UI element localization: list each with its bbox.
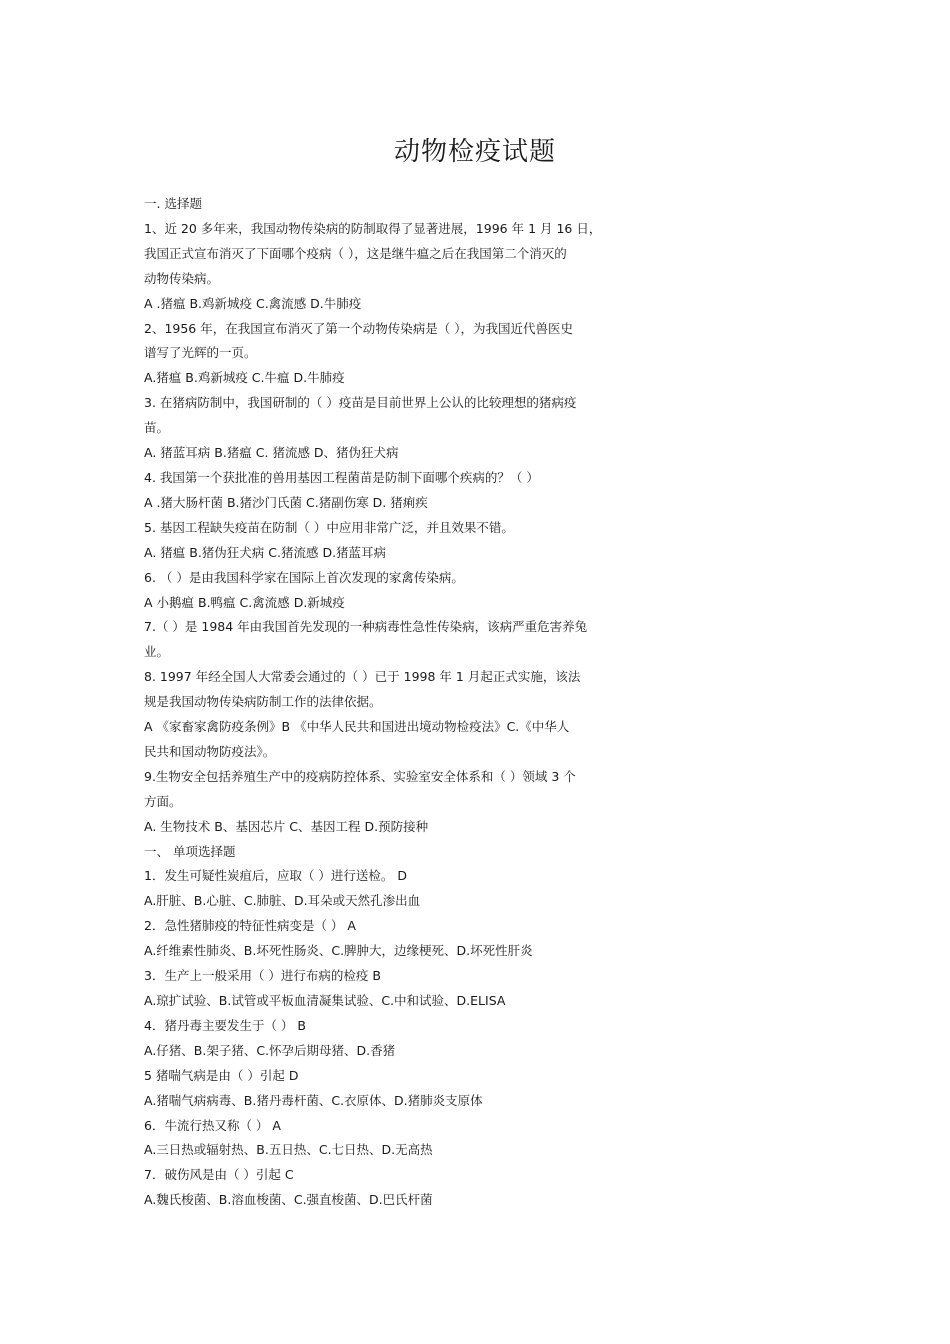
text-line: 6．牛流行热又称（ ） A bbox=[144, 1117, 281, 1133]
text-line: A.三日热或辐射热、B.五日热、C.七日热、D.无高热 bbox=[144, 1142, 433, 1158]
text-line: 2．急性猪肺疫的特征性病变是（ ） A bbox=[144, 918, 356, 934]
text-line: 2、1956 年，在我国宣布消灭了第一个动物传染病是（ ），为我国近代兽医史 bbox=[144, 320, 573, 336]
text-line: 5. 基因工程缺失疫苗在防制（ ）中应用非常广泛，并且效果不错。 bbox=[144, 519, 514, 535]
text-line: A.猪喘气病病毒、B.猪丹毒杆菌、C.衣原体、D.猪肺炎支原体 bbox=[144, 1092, 483, 1108]
text-line: A. 猪蓝耳病 B.猪瘟 C. 猪流感 D、猪伪狂犬病 bbox=[144, 445, 399, 461]
text-line: 8. 1997 年经全国人大常委会通过的（ ）已于 1998 年 1 月起正式实施，该法 bbox=[144, 669, 581, 685]
text-line: A 《家畜家禽防疫条例》B 《中华人民共和国进出境动物检疫法》C.《中华人 bbox=[144, 719, 570, 735]
text-line: 3. 在猪病防制中，我国研制的（ ）疫苗是目前世界上公认的比较理想的猪病疫 bbox=[144, 395, 577, 411]
text-line: 7.（ ）是 1984 年由我国首先发现的一种病毒性急性传染病，该病严重危害养兔 bbox=[144, 619, 588, 635]
document-title: 动物检疫试题 bbox=[393, 137, 556, 167]
text-line: 我国正式宣布消灭了下面哪个疫病（ ），这是继牛瘟之后在我国第二个消灭的 bbox=[144, 245, 567, 261]
text-line: 规是我国动物传染病防制工作的法律依据。 bbox=[144, 694, 382, 710]
text-line: A.猪瘟 B.鸡新城疫 C.牛瘟 D.牛肺疫 bbox=[144, 370, 345, 386]
text-line: A.纤维素性肺炎、B.坏死性肠炎、C.脾肿大，边缘梗死、D.坏死性肝炎 bbox=[144, 943, 533, 959]
text-line: A. 生物技术 B、基因芯片 C、基因工程 D.预防接种 bbox=[144, 818, 429, 834]
text-line: 4. 我国第一个获批准的兽用基因工程菌苗是防制下面哪个疾病的？（ ） bbox=[144, 469, 539, 485]
text-line: 1、近 20 多年来，我国动物传染病的防制取得了显著进展，1996 年 1 月 16 日， bbox=[144, 220, 602, 236]
text-line: A.琼扩试验、B.试管或平板血清凝集试验、C.中和试验、D.ELISA bbox=[144, 993, 506, 1008]
text-line: A.魏氏梭菌、B.溶血梭菌、C.强直梭菌、D.巴氏杆菌 bbox=[144, 1192, 433, 1208]
text-line: 方面。 bbox=[144, 793, 182, 809]
text-line: A.仔猪、B.架子猪、C.怀孕后期母猪、D.香猪 bbox=[144, 1042, 396, 1058]
text-line: A .猪瘟 B.鸡新城疫 C.禽流感 D.牛肺疫 bbox=[144, 295, 362, 311]
text-line: 6. （ ）是由我国科学家在国际上首次发现的家禽传染病。 bbox=[144, 569, 464, 585]
text-line: A 小鹅瘟 B.鸭瘟 C.禽流感 D.新城疫 bbox=[144, 594, 345, 610]
text-line: 3．生产上一般采用（ ）进行布病的检疫 B bbox=[144, 968, 381, 984]
text-line: A .猪大肠杆菌 B.猪沙门氏菌 C.猪副伤寒 D. 猪痢疾 bbox=[144, 494, 428, 510]
text-line: 9.生物安全包括养殖生产中的疫病防控体系、实验室安全体系和（ ）领域 3 个 bbox=[144, 768, 576, 784]
text-line: 4．猪丹毒主要发生于（ ） B bbox=[144, 1017, 306, 1033]
text-line: 业。 bbox=[144, 644, 170, 660]
text-line: 一、 单项选择题 bbox=[144, 843, 236, 859]
text-line: 1．发生可疑性炭疽后，应取（ ）进行送检。 D bbox=[144, 868, 408, 884]
text-line: 动物传染病。 bbox=[144, 270, 220, 286]
text-line: 7．破伤风是由（ ）引起 C bbox=[144, 1167, 294, 1183]
question-list bbox=[144, 192, 634, 1213]
text-line: 5 猪喘气病是由（ ）引起 D bbox=[144, 1067, 299, 1083]
text-line: 谱写了光辉的一页。 bbox=[144, 345, 257, 361]
text-line: A. 猪瘟 B.猪伪狂犬病 C.猪流感 D.猪蓝耳病 bbox=[144, 544, 387, 560]
text-line: 一. 选择题 bbox=[144, 196, 202, 211]
text-line: A.肝脏、B.心脏、C.肺脏、D.耳朵或天然孔渗出血 bbox=[144, 893, 421, 909]
text-line: 民共和国动物防疫法》。 bbox=[144, 743, 276, 759]
text-line: 苗。 bbox=[144, 420, 170, 436]
